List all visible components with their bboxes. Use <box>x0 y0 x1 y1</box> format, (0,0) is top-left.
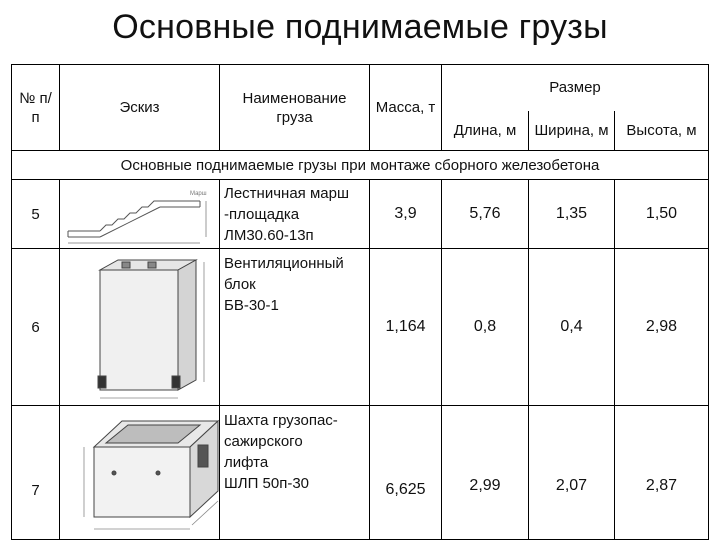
cargo-table <box>11 64 709 540</box>
row-length: 2,99 <box>442 406 529 540</box>
header-name: Наименование груза <box>220 65 370 151</box>
row-mass: 3,9 <box>370 180 442 249</box>
header-width: Ширина, м <box>529 111 615 151</box>
row-num: 7 <box>12 406 60 540</box>
elevator-shaft-icon <box>60 406 220 540</box>
ventilation-block-icon <box>60 249 220 406</box>
row-height: 2,98 <box>615 249 709 406</box>
row-name: Шахта грузопас- сажирского лифта ШЛП 50п-30 <box>220 406 370 540</box>
row-mass: 6,625 <box>370 406 442 540</box>
row-num: 6 <box>12 249 60 406</box>
row-mass: 1,164 <box>370 249 442 406</box>
row-width: 0,4 <box>529 249 615 406</box>
row-num: 5 <box>12 180 60 249</box>
svg-text:Марш: Марш <box>190 191 207 197</box>
page-title: Основные поднимаемые грузы <box>112 8 608 46</box>
row-name: Вентиляционный блок БВ-30-1 <box>220 249 370 406</box>
section-heading: Основные поднимаемые грузы при монтаже сборного железобетона <box>12 151 709 180</box>
header-height: Высота, м <box>615 111 709 151</box>
header-mass: Масса, т <box>370 65 442 151</box>
row-height: 1,50 <box>615 180 709 249</box>
header-sketch: Эскиз <box>60 65 220 151</box>
row-length: 0,8 <box>442 249 529 406</box>
header-num: № п/п <box>12 65 60 151</box>
row-name: Лестничная марш -площадка ЛМ30.60-13п <box>220 180 370 249</box>
header-size: Размер <box>442 65 709 111</box>
table-row <box>12 406 709 540</box>
table-row <box>12 180 709 249</box>
row-width: 1,35 <box>529 180 615 249</box>
row-length: 5,76 <box>442 180 529 249</box>
row-height: 2,87 <box>615 406 709 540</box>
table-row <box>12 249 709 406</box>
header-length: Длина, м <box>442 111 529 151</box>
row-width: 2,07 <box>529 406 615 540</box>
stair-flight-icon <box>60 180 220 249</box>
